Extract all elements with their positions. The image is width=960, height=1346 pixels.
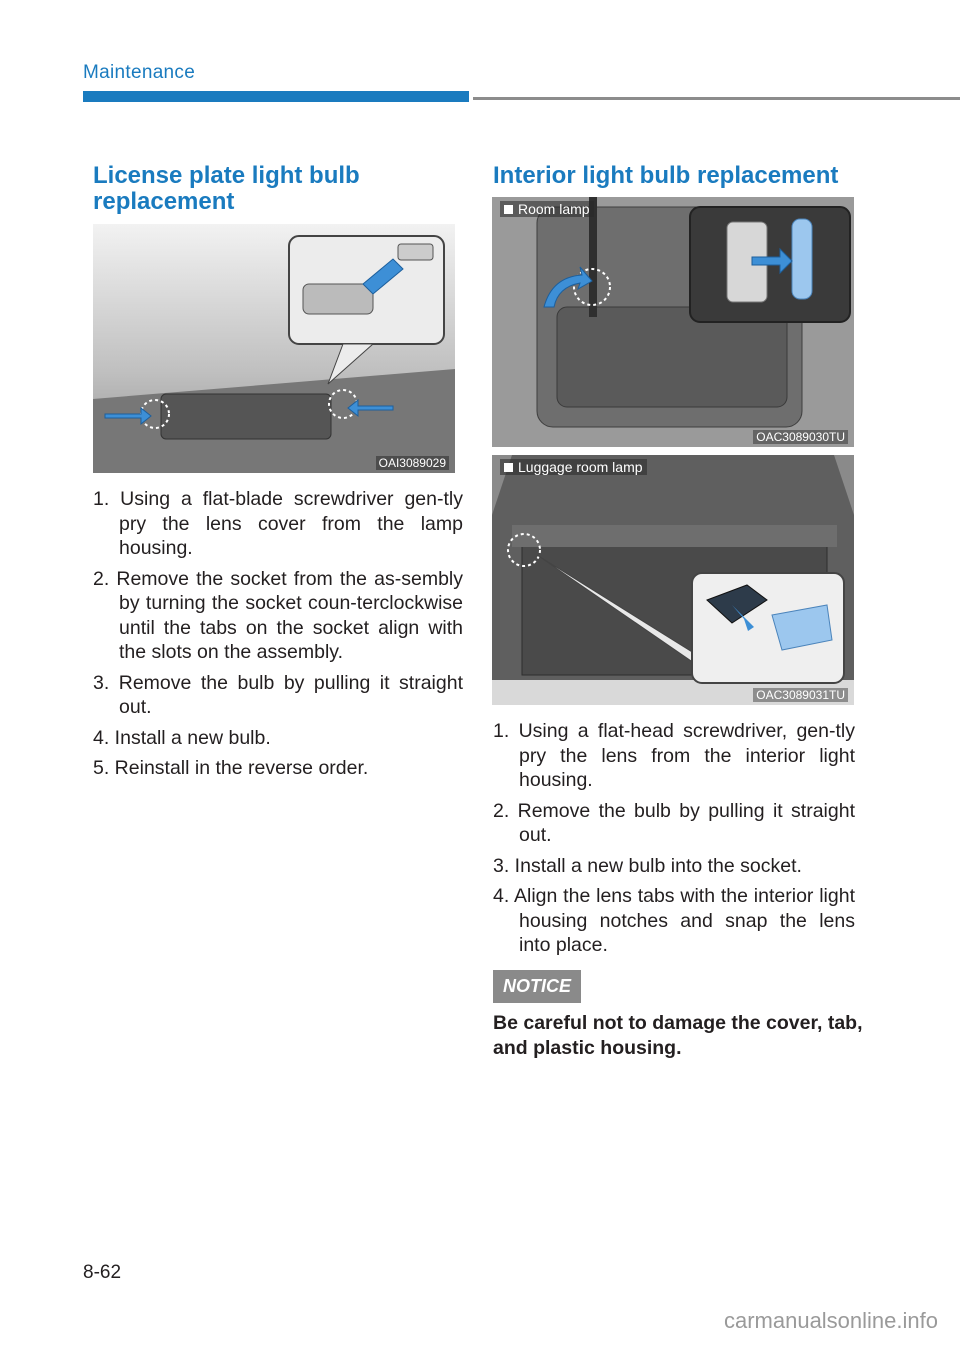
title-line-1: License plate light bulb	[93, 162, 360, 189]
figure-code: OAC3089031TU	[753, 688, 848, 702]
license-plate-steps	[93, 487, 463, 787]
section-label: Maintenance	[83, 62, 196, 83]
list-item: 3. Remove the bulb by pulling it straight out.	[93, 671, 463, 718]
list-item: 2. Remove the socket from the as-sembly by turning the socket coun-terclockwise until the tabs on the socket align with the slots on the assembly.	[93, 567, 463, 663]
figure-code: OAI3089029	[376, 456, 449, 470]
notice-text: Be careful not to damage the cover, tab, and plastic housing.	[493, 1012, 863, 1059]
luggage-lamp-figure	[492, 455, 854, 705]
notice-badge: NOTICE	[493, 970, 581, 1003]
license-plate-title	[93, 163, 463, 215]
license-plate-figure	[93, 224, 455, 473]
interior-light-title: Interior light bulb replacement	[493, 162, 839, 189]
list-item: 4. Align the lens tabs with the interior light housing notches and snap the lens into place.	[493, 885, 855, 956]
list-item: 3. Install a new bulb into the socket.	[493, 854, 802, 877]
room-lamp-caption	[500, 201, 594, 217]
header-rule-blue	[83, 91, 469, 102]
caption-text: Luggage room lamp	[518, 459, 643, 475]
header-rule-gray	[473, 97, 960, 100]
title-line-2: replacement	[93, 188, 235, 215]
license-plate-illustration	[93, 224, 455, 473]
list-item: 1. Using a flat-blade screwdriver gen-tly pry the lens cover from the lamp housing.	[93, 488, 463, 559]
interior-light-steps	[493, 719, 855, 964]
list-item: 5. Reinstall in the reverse order.	[93, 757, 369, 779]
luggage-lamp-caption	[500, 459, 647, 475]
figure-code: OAC3089030TU	[753, 430, 848, 444]
luggage-lamp-illustration	[492, 455, 854, 705]
list-item: 2. Remove the bulb by pulling it straight out.	[493, 799, 855, 846]
page-number: 8-62	[83, 1262, 122, 1283]
caption-text: Room lamp	[518, 201, 590, 217]
room-lamp-figure	[492, 197, 854, 447]
room-lamp-illustration	[492, 197, 854, 447]
list-item: 1. Using a flat-head screwdriver, gen-tly pry the lens from the interior light housing.	[493, 720, 855, 791]
list-item: 4. Install a new bulb.	[93, 726, 271, 749]
watermark: carmanualsonline.info	[723, 1308, 938, 1333]
